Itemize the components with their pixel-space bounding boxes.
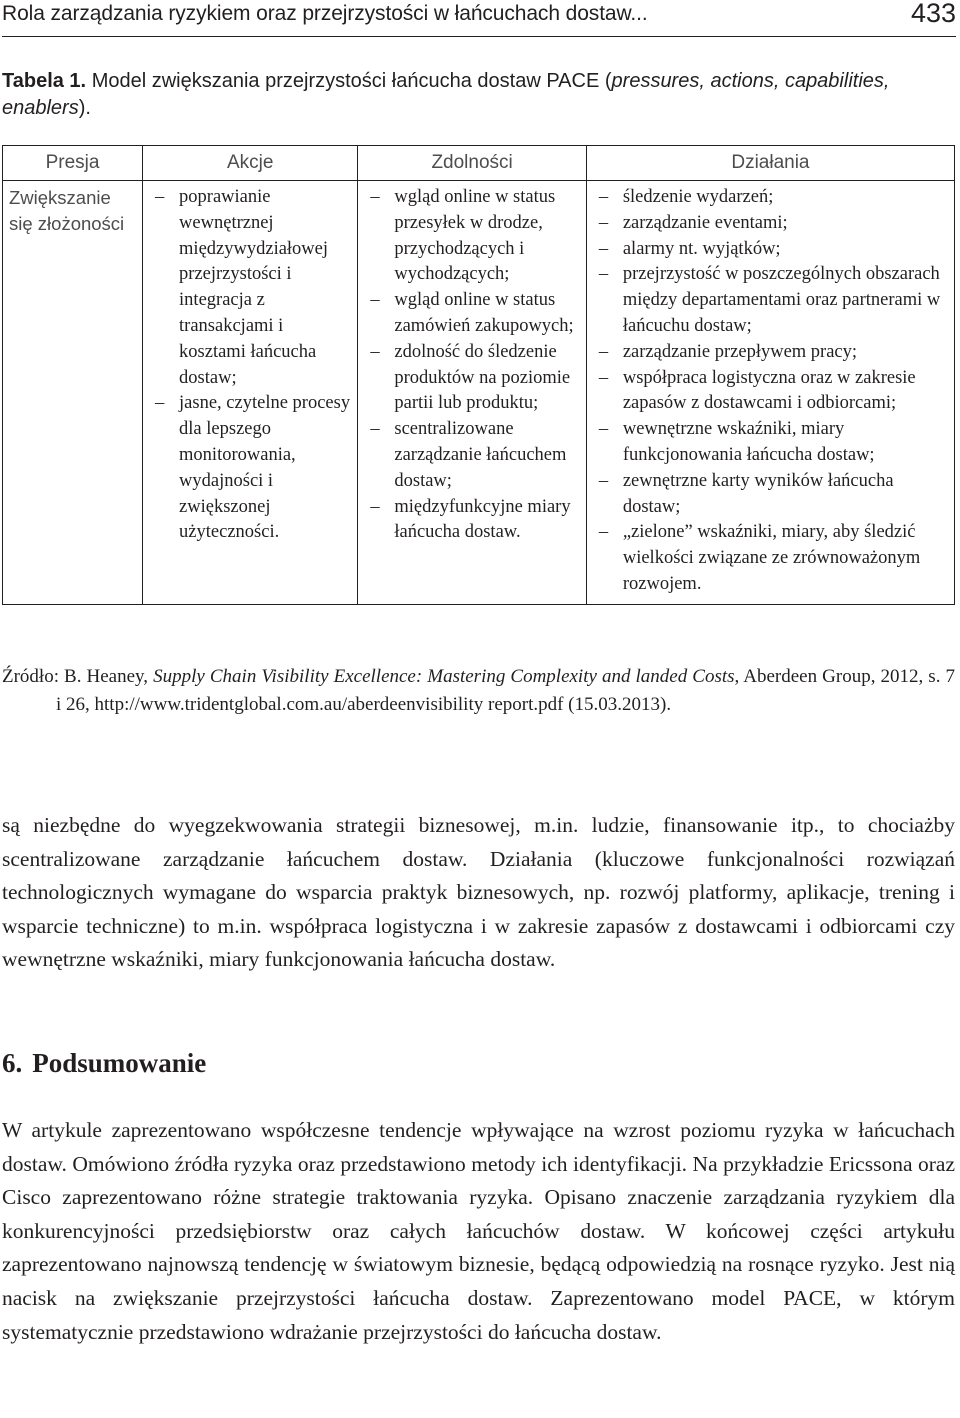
list-item: – poprawianie wewnętrznej międzywydziałowej przejrzystości i integracja z transakcjami i kosztami łańcucha dostaw;	[149, 185, 353, 391]
actions-list	[149, 185, 353, 546]
capabilities-list	[364, 185, 581, 546]
section-number: 6.	[2, 1048, 23, 1078]
pressure-cell: Zwiększanie się złożoności	[3, 181, 143, 605]
actions-cell	[143, 181, 358, 605]
column-header-dzialania: Działania	[586, 146, 954, 181]
list-item: – zdolność do śledzenie produktów na poziomie partii lub produktu;	[364, 340, 581, 417]
body-paragraph-1	[2, 809, 955, 977]
pace-table	[2, 145, 955, 605]
list-item: – „zielone” wskaźniki, miary, aby śledzić wielkości związane ze zrównoważonym rozwojem.	[593, 520, 950, 597]
column-header-zdolnosci: Zdolności	[358, 146, 586, 181]
source-paragraph	[2, 663, 955, 719]
source-details: , Aberdeen Group, 2012, s. 7 i 26, http://www.tridentglobal.com.au/aberdeenvisibility report.pdf (15.03.2013).	[56, 666, 955, 715]
list-item: – wgląd online w status przesyłek w drodze, przychodzących i wychodzących;	[364, 185, 581, 288]
list-item: – międzyfunkcyjne miary łańcucha dostaw.	[364, 495, 581, 547]
list-item: – zewnętrzne karty wyników łańcucha dostaw;	[593, 469, 950, 521]
list-item: – przejrzystość w poszczególnych obszarach między departamentami oraz partnerami w łańcuchu dostaw;	[593, 262, 950, 339]
table-caption-text: Model zwiększania przejrzystości łańcucha dostaw PACE (	[91, 70, 612, 92]
running-header	[2, 0, 956, 37]
running-title: Rola zarządzania ryzykiem oraz przejrzystości w łańcuchach dostaw...	[2, 2, 648, 25]
list-item: – wewnętrzne wskaźniki, miary funkcjonowania łańcucha dostaw;	[593, 417, 950, 469]
body-paragraph-2	[2, 1114, 955, 1349]
source-label: Źródło:	[2, 666, 59, 687]
table-caption	[2, 68, 952, 122]
table-header-row	[3, 146, 955, 181]
section-title: Podsumowanie	[32, 1048, 207, 1078]
column-header-akcje: Akcje	[143, 146, 358, 181]
body-paragraph-1-text: są niezbędne do wyegzekwowania strategii biznesowej, m.in. ludzie, finansowanie itp., to chociażby scentralizowane zarządzanie łańcuchem dostaw. Działania (kluczowe funkcjonalności rozwiązań technologicznych wymagane do wsparcia praktyk biznesowych, np. rozwój platformy, aplikacje, trening i wsparcie techniczne) to m.in. współpraca logistyczna i w zakresie zapasów z dostawcami i odbiorcami czy wewnętrzne wskaźniki, miary funkcjonowania łańcucha dostaw.	[2, 813, 955, 972]
table-row	[3, 181, 955, 605]
source-author: B. Heaney,	[64, 666, 149, 687]
list-item: – zarządzanie przepływem pracy;	[593, 340, 950, 366]
table-source-note	[2, 663, 955, 719]
enablers-list	[593, 185, 950, 598]
list-item: – współpraca logistyczna oraz w zakresie zapasów z dostawcami i odbiorcami;	[593, 366, 950, 418]
page-number: 433	[910, 0, 956, 28]
source-title: Supply Chain Visibility Excellence: Mastering Complexity and landed Costs	[153, 666, 735, 687]
list-item: – zarządzanie eventami;	[593, 211, 950, 237]
table-caption-label: Tabela 1.	[2, 70, 87, 92]
list-item: – scentralizowane zarządzanie łańcuchem dostaw;	[364, 417, 581, 494]
table-caption-end: ).	[78, 97, 91, 119]
column-header-presja: Presja	[3, 146, 143, 181]
capabilities-cell	[358, 181, 586, 605]
section-heading	[2, 1048, 206, 1079]
list-item: – alarmy nt. wyjątków;	[593, 237, 950, 263]
body-paragraph-2-text: W artykule zaprezentowano współczesne tendencje wpływające na wzrost poziomu ryzyka w łańcuchach dostaw. Omówiono źródła ryzyka oraz przedstawiono metody ich identyfikacji. Na przykładzie Ericssona oraz Cisco zaprezentowano różne strategie traktowania ryzyka. Opisano znaczenie zarządzania ryzykiem dla konkurencyjności przedsiębiorstw oraz całych łańcuchów dostaw. W końcowej części artykułu zaprezentowano najnowszą tendencję w światowym biznesie, będącą odpowiedzią na rosnące ryzyko. Jest nią nacisk na zwiększanie przejrzystości łańcucha dostaw. Zaprezentowano model PACE, w którym systematycznie przedstawiono wdrażanie przejrzystości do łańcucha dostaw.	[2, 1118, 955, 1344]
list-item: – śledzenie wydarzeń;	[593, 185, 950, 211]
list-item: – jasne, czytelne procesy dla lepszego monitorowania, wydajności i zwiększonej użyteczności.	[149, 391, 353, 546]
enablers-cell	[586, 181, 954, 605]
list-item: – wgląd online w status zamówień zakupowych;	[364, 288, 581, 340]
table-caption-italic: pressures, actions, capabilities, enablers	[2, 70, 890, 119]
